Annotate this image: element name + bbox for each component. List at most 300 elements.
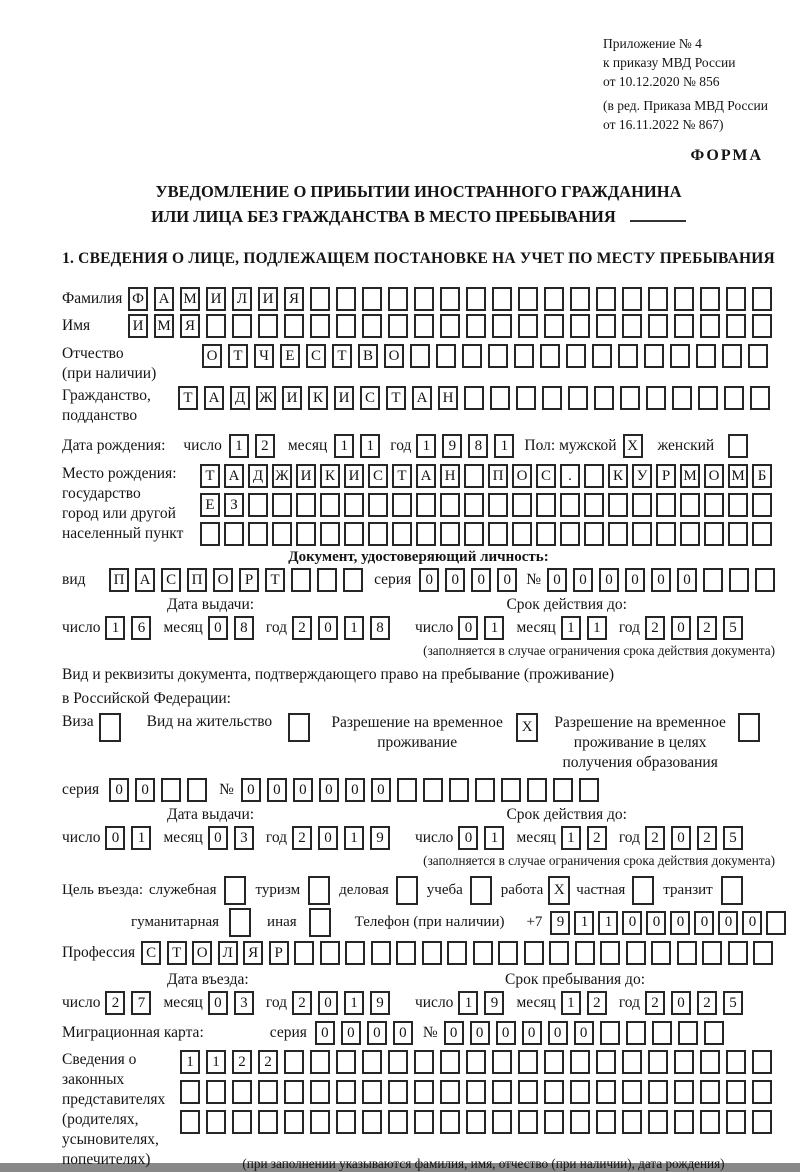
char-box[interactable]: 6 bbox=[131, 616, 151, 640]
char-box[interactable] bbox=[345, 941, 365, 965]
char-box[interactable] bbox=[388, 287, 408, 311]
char-box[interactable] bbox=[544, 1110, 564, 1134]
char-box[interactable] bbox=[362, 1050, 382, 1074]
char-box[interactable]: Р bbox=[656, 464, 676, 488]
char-box[interactable]: 1 bbox=[206, 1050, 226, 1074]
char-box[interactable]: В bbox=[358, 344, 378, 368]
char-box[interactable]: 0 bbox=[471, 568, 491, 592]
char-box[interactable] bbox=[344, 493, 364, 517]
char-box[interactable] bbox=[224, 876, 246, 905]
char-box[interactable] bbox=[646, 386, 666, 410]
char-box[interactable] bbox=[462, 344, 482, 368]
char-box[interactable] bbox=[704, 522, 724, 546]
char-box[interactable] bbox=[618, 344, 638, 368]
char-box[interactable]: Л bbox=[232, 287, 252, 311]
char-box[interactable]: 0 bbox=[470, 1021, 490, 1045]
char-box[interactable] bbox=[388, 1110, 408, 1134]
char-box[interactable] bbox=[294, 941, 314, 965]
char-box[interactable]: С bbox=[306, 344, 326, 368]
char-box[interactable]: С bbox=[536, 464, 556, 488]
char-box[interactable] bbox=[594, 386, 614, 410]
char-box[interactable] bbox=[296, 493, 316, 517]
char-box[interactable] bbox=[726, 1110, 746, 1134]
char-box[interactable]: А bbox=[224, 464, 244, 488]
char-box[interactable]: 0 bbox=[671, 991, 691, 1015]
char-box[interactable]: X bbox=[548, 876, 570, 905]
char-box[interactable] bbox=[388, 1080, 408, 1104]
char-box[interactable]: 0 bbox=[393, 1021, 413, 1045]
char-box[interactable]: О bbox=[192, 941, 212, 965]
char-box[interactable]: 2 bbox=[232, 1050, 252, 1074]
char-box[interactable]: 5 bbox=[723, 616, 743, 640]
char-box[interactable] bbox=[592, 344, 612, 368]
char-box[interactable] bbox=[652, 1021, 672, 1045]
char-box[interactable]: 1 bbox=[458, 991, 478, 1015]
char-box[interactable] bbox=[449, 778, 469, 802]
char-box[interactable]: 0 bbox=[497, 568, 517, 592]
char-box[interactable] bbox=[396, 876, 418, 905]
char-box[interactable] bbox=[512, 493, 532, 517]
char-box[interactable] bbox=[632, 522, 652, 546]
char-box[interactable]: Е bbox=[280, 344, 300, 368]
char-box[interactable]: О bbox=[384, 344, 404, 368]
char-box[interactable] bbox=[310, 1110, 330, 1134]
char-box[interactable] bbox=[674, 1110, 694, 1134]
char-box[interactable]: 0 bbox=[105, 826, 125, 850]
char-box[interactable]: 3 bbox=[234, 826, 254, 850]
char-box[interactable]: 9 bbox=[484, 991, 504, 1015]
char-box[interactable]: 0 bbox=[671, 616, 691, 640]
char-box[interactable] bbox=[343, 568, 363, 592]
char-box[interactable]: 8 bbox=[370, 616, 390, 640]
char-box[interactable] bbox=[674, 1050, 694, 1074]
char-box[interactable]: 5 bbox=[723, 991, 743, 1015]
char-box[interactable]: К bbox=[320, 464, 340, 488]
char-box[interactable] bbox=[620, 386, 640, 410]
char-box[interactable] bbox=[544, 1080, 564, 1104]
char-box[interactable] bbox=[704, 493, 724, 517]
char-box[interactable] bbox=[232, 1080, 252, 1104]
char-box[interactable] bbox=[514, 344, 534, 368]
char-box[interactable] bbox=[336, 1050, 356, 1074]
char-box[interactable] bbox=[726, 287, 746, 311]
char-box[interactable]: 1 bbox=[587, 616, 607, 640]
char-box[interactable] bbox=[728, 493, 748, 517]
char-box[interactable] bbox=[726, 314, 746, 338]
char-box[interactable]: А bbox=[412, 386, 432, 410]
char-box[interactable]: 1 bbox=[574, 911, 594, 935]
char-box[interactable] bbox=[440, 522, 460, 546]
char-box[interactable] bbox=[422, 941, 442, 965]
char-box[interactable] bbox=[575, 941, 595, 965]
char-box[interactable]: 0 bbox=[208, 616, 228, 640]
char-box[interactable] bbox=[608, 522, 628, 546]
char-box[interactable] bbox=[466, 287, 486, 311]
char-box[interactable] bbox=[748, 344, 768, 368]
char-box[interactable] bbox=[248, 522, 268, 546]
char-box[interactable] bbox=[284, 1050, 304, 1074]
char-box[interactable] bbox=[492, 1050, 512, 1074]
char-box[interactable] bbox=[560, 493, 580, 517]
char-box[interactable] bbox=[362, 1080, 382, 1104]
char-box[interactable] bbox=[310, 287, 330, 311]
char-box[interactable]: 0 bbox=[573, 568, 593, 592]
char-box[interactable] bbox=[414, 314, 434, 338]
char-box[interactable]: 0 bbox=[135, 778, 155, 802]
char-box[interactable] bbox=[700, 1050, 720, 1074]
char-box[interactable] bbox=[728, 941, 748, 965]
char-box[interactable]: Т bbox=[392, 464, 412, 488]
char-box[interactable] bbox=[656, 522, 676, 546]
char-box[interactable] bbox=[309, 908, 331, 937]
char-box[interactable]: Т bbox=[265, 568, 285, 592]
char-box[interactable]: 0 bbox=[677, 568, 697, 592]
char-box[interactable] bbox=[320, 522, 340, 546]
char-box[interactable] bbox=[622, 314, 642, 338]
char-box[interactable]: 5 bbox=[723, 826, 743, 850]
char-box[interactable]: О bbox=[704, 464, 724, 488]
char-box[interactable] bbox=[766, 911, 786, 935]
char-box[interactable]: Т bbox=[178, 386, 198, 410]
char-box[interactable]: 0 bbox=[341, 1021, 361, 1045]
char-box[interactable] bbox=[492, 1110, 512, 1134]
char-box[interactable] bbox=[584, 464, 604, 488]
char-box[interactable]: 0 bbox=[318, 826, 338, 850]
char-box[interactable] bbox=[423, 778, 443, 802]
char-box[interactable] bbox=[596, 1050, 616, 1074]
char-box[interactable] bbox=[320, 493, 340, 517]
char-box[interactable] bbox=[750, 386, 770, 410]
char-box[interactable] bbox=[518, 314, 538, 338]
char-box[interactable] bbox=[570, 1080, 590, 1104]
char-box[interactable] bbox=[544, 314, 564, 338]
char-box[interactable] bbox=[258, 1080, 278, 1104]
char-box[interactable] bbox=[466, 1080, 486, 1104]
char-box[interactable]: 1 bbox=[598, 911, 618, 935]
char-box[interactable] bbox=[700, 1110, 720, 1134]
char-box[interactable] bbox=[336, 314, 356, 338]
char-box[interactable]: Т bbox=[228, 344, 248, 368]
char-box[interactable]: 0 bbox=[208, 826, 228, 850]
char-box[interactable] bbox=[206, 314, 226, 338]
char-box[interactable] bbox=[466, 1050, 486, 1074]
char-box[interactable]: 0 bbox=[547, 568, 567, 592]
char-box[interactable] bbox=[518, 1050, 538, 1074]
char-box[interactable]: Ж bbox=[256, 386, 276, 410]
char-box[interactable] bbox=[447, 941, 467, 965]
char-box[interactable] bbox=[416, 493, 436, 517]
char-box[interactable] bbox=[703, 568, 723, 592]
char-box[interactable] bbox=[608, 493, 628, 517]
char-box[interactable] bbox=[674, 1080, 694, 1104]
char-box[interactable] bbox=[651, 941, 671, 965]
char-box[interactable] bbox=[272, 493, 292, 517]
char-box[interactable]: 0 bbox=[599, 568, 619, 592]
char-box[interactable]: 9 bbox=[370, 991, 390, 1015]
char-box[interactable]: 0 bbox=[458, 826, 478, 850]
char-box[interactable]: 0 bbox=[651, 568, 671, 592]
char-box[interactable]: Р bbox=[269, 941, 289, 965]
char-box[interactable]: 7 bbox=[131, 991, 151, 1015]
char-box[interactable]: 1 bbox=[344, 616, 364, 640]
char-box[interactable]: 1 bbox=[494, 434, 514, 458]
char-box[interactable]: 0 bbox=[241, 778, 261, 802]
char-box[interactable] bbox=[392, 493, 412, 517]
char-box[interactable]: И bbox=[258, 287, 278, 311]
char-box[interactable]: И bbox=[128, 314, 148, 338]
char-box[interactable] bbox=[752, 287, 772, 311]
char-box[interactable] bbox=[648, 1050, 668, 1074]
char-box[interactable] bbox=[560, 522, 580, 546]
char-box[interactable] bbox=[206, 1110, 226, 1134]
char-box[interactable] bbox=[440, 287, 460, 311]
char-box[interactable]: О bbox=[213, 568, 233, 592]
char-box[interactable] bbox=[362, 314, 382, 338]
char-box[interactable]: 2 bbox=[292, 616, 312, 640]
char-box[interactable]: Я bbox=[284, 287, 304, 311]
char-box[interactable] bbox=[492, 1080, 512, 1104]
char-box[interactable]: 0 bbox=[319, 778, 339, 802]
char-box[interactable] bbox=[670, 344, 690, 368]
char-box[interactable]: Т bbox=[332, 344, 352, 368]
char-box[interactable] bbox=[284, 1080, 304, 1104]
char-box[interactable] bbox=[738, 713, 760, 742]
char-box[interactable] bbox=[518, 287, 538, 311]
char-box[interactable]: 3 bbox=[234, 991, 254, 1015]
char-box[interactable] bbox=[674, 314, 694, 338]
char-box[interactable] bbox=[584, 522, 604, 546]
char-box[interactable]: И bbox=[282, 386, 302, 410]
char-box[interactable]: 1 bbox=[334, 434, 354, 458]
char-box[interactable] bbox=[726, 1050, 746, 1074]
char-box[interactable]: О bbox=[512, 464, 532, 488]
char-box[interactable]: А bbox=[204, 386, 224, 410]
char-box[interactable]: 2 bbox=[292, 826, 312, 850]
char-box[interactable]: 2 bbox=[587, 991, 607, 1015]
char-box[interactable] bbox=[99, 713, 121, 742]
char-box[interactable]: А bbox=[416, 464, 436, 488]
char-box[interactable] bbox=[729, 568, 749, 592]
char-box[interactable]: 0 bbox=[208, 991, 228, 1015]
char-box[interactable] bbox=[440, 1080, 460, 1104]
char-box[interactable] bbox=[344, 522, 364, 546]
char-box[interactable]: Е bbox=[200, 493, 220, 517]
char-box[interactable] bbox=[362, 1110, 382, 1134]
char-box[interactable]: О bbox=[202, 344, 222, 368]
char-box[interactable] bbox=[674, 287, 694, 311]
char-box[interactable] bbox=[672, 386, 692, 410]
char-box[interactable] bbox=[752, 493, 772, 517]
char-box[interactable]: X bbox=[516, 713, 538, 742]
char-box[interactable] bbox=[536, 493, 556, 517]
char-box[interactable] bbox=[232, 314, 252, 338]
char-box[interactable] bbox=[698, 386, 718, 410]
char-box[interactable] bbox=[728, 434, 748, 458]
char-box[interactable] bbox=[180, 1110, 200, 1134]
char-box[interactable] bbox=[724, 386, 744, 410]
char-box[interactable] bbox=[308, 876, 330, 905]
char-box[interactable]: 1 bbox=[360, 434, 380, 458]
char-box[interactable] bbox=[540, 344, 560, 368]
char-box[interactable]: Л bbox=[218, 941, 238, 965]
char-box[interactable] bbox=[596, 314, 616, 338]
char-box[interactable] bbox=[568, 386, 588, 410]
char-box[interactable]: 0 bbox=[742, 911, 762, 935]
char-box[interactable]: Ф bbox=[128, 287, 148, 311]
char-box[interactable] bbox=[518, 1110, 538, 1134]
char-box[interactable] bbox=[700, 314, 720, 338]
char-box[interactable] bbox=[721, 876, 743, 905]
char-box[interactable]: 0 bbox=[109, 778, 129, 802]
char-box[interactable]: 0 bbox=[419, 568, 439, 592]
char-box[interactable]: Д bbox=[230, 386, 250, 410]
char-box[interactable] bbox=[410, 344, 430, 368]
char-box[interactable] bbox=[648, 1080, 668, 1104]
char-box[interactable]: 1 bbox=[344, 991, 364, 1015]
char-box[interactable]: 0 bbox=[345, 778, 365, 802]
char-box[interactable] bbox=[512, 522, 532, 546]
char-box[interactable]: 0 bbox=[318, 616, 338, 640]
char-box[interactable] bbox=[648, 314, 668, 338]
char-box[interactable] bbox=[596, 287, 616, 311]
char-box[interactable] bbox=[596, 1080, 616, 1104]
char-box[interactable] bbox=[490, 386, 510, 410]
char-box[interactable]: 9 bbox=[442, 434, 462, 458]
char-box[interactable] bbox=[524, 941, 544, 965]
char-box[interactable] bbox=[388, 314, 408, 338]
char-box[interactable] bbox=[284, 314, 304, 338]
char-box[interactable] bbox=[272, 522, 292, 546]
char-box[interactable]: Т bbox=[167, 941, 187, 965]
char-box[interactable]: 1 bbox=[561, 991, 581, 1015]
char-box[interactable]: X bbox=[623, 434, 643, 458]
char-box[interactable]: 1 bbox=[561, 616, 581, 640]
char-box[interactable]: 0 bbox=[445, 568, 465, 592]
char-box[interactable] bbox=[362, 287, 382, 311]
char-box[interactable]: 9 bbox=[550, 911, 570, 935]
char-box[interactable] bbox=[516, 386, 536, 410]
char-box[interactable]: М bbox=[154, 314, 174, 338]
char-box[interactable] bbox=[596, 1110, 616, 1134]
char-box[interactable]: 8 bbox=[468, 434, 488, 458]
char-box[interactable] bbox=[570, 1110, 590, 1134]
char-box[interactable] bbox=[288, 713, 310, 742]
char-box[interactable] bbox=[549, 941, 569, 965]
char-box[interactable] bbox=[566, 344, 586, 368]
char-box[interactable]: 0 bbox=[670, 911, 690, 935]
char-box[interactable]: 0 bbox=[622, 911, 642, 935]
char-box[interactable] bbox=[622, 287, 642, 311]
char-box[interactable]: 0 bbox=[315, 1021, 335, 1045]
char-box[interactable] bbox=[700, 287, 720, 311]
char-box[interactable] bbox=[518, 1080, 538, 1104]
char-box[interactable] bbox=[258, 1110, 278, 1134]
char-box[interactable] bbox=[702, 941, 722, 965]
char-box[interactable]: 0 bbox=[625, 568, 645, 592]
char-box[interactable]: Ч bbox=[254, 344, 274, 368]
char-box[interactable]: 2 bbox=[697, 991, 717, 1015]
char-box[interactable]: 0 bbox=[694, 911, 714, 935]
char-box[interactable]: Н bbox=[438, 386, 458, 410]
char-box[interactable]: И bbox=[206, 287, 226, 311]
char-box[interactable] bbox=[501, 778, 521, 802]
char-box[interactable] bbox=[722, 344, 742, 368]
char-box[interactable] bbox=[206, 1080, 226, 1104]
char-box[interactable]: К bbox=[308, 386, 328, 410]
char-box[interactable]: 1 bbox=[105, 616, 125, 640]
char-box[interactable] bbox=[498, 941, 518, 965]
char-box[interactable] bbox=[492, 314, 512, 338]
char-box[interactable] bbox=[466, 314, 486, 338]
char-box[interactable] bbox=[436, 344, 456, 368]
char-box[interactable] bbox=[320, 941, 340, 965]
char-box[interactable] bbox=[388, 1050, 408, 1074]
char-box[interactable] bbox=[284, 1110, 304, 1134]
char-box[interactable] bbox=[317, 568, 337, 592]
char-box[interactable] bbox=[310, 314, 330, 338]
char-box[interactable]: П bbox=[109, 568, 129, 592]
char-box[interactable]: У bbox=[632, 464, 652, 488]
char-box[interactable]: 2 bbox=[258, 1050, 278, 1074]
char-box[interactable] bbox=[600, 941, 620, 965]
char-box[interactable] bbox=[464, 464, 484, 488]
char-box[interactable]: 0 bbox=[718, 911, 738, 935]
char-box[interactable] bbox=[224, 522, 244, 546]
char-box[interactable] bbox=[704, 1021, 724, 1045]
char-box[interactable] bbox=[755, 568, 775, 592]
char-box[interactable]: П bbox=[488, 464, 508, 488]
char-box[interactable] bbox=[414, 1110, 434, 1134]
char-box[interactable] bbox=[570, 287, 590, 311]
char-box[interactable]: 1 bbox=[344, 826, 364, 850]
char-box[interactable] bbox=[570, 1050, 590, 1074]
char-box[interactable] bbox=[677, 941, 697, 965]
char-box[interactable] bbox=[492, 287, 512, 311]
char-box[interactable] bbox=[626, 941, 646, 965]
char-box[interactable]: Д bbox=[248, 464, 268, 488]
char-box[interactable]: 2 bbox=[645, 826, 665, 850]
char-box[interactable] bbox=[752, 522, 772, 546]
char-box[interactable] bbox=[632, 493, 652, 517]
char-box[interactable]: А bbox=[135, 568, 155, 592]
char-box[interactable] bbox=[200, 522, 220, 546]
char-box[interactable]: Т bbox=[386, 386, 406, 410]
char-box[interactable] bbox=[248, 493, 268, 517]
char-box[interactable] bbox=[680, 493, 700, 517]
char-box[interactable] bbox=[464, 493, 484, 517]
char-box[interactable] bbox=[626, 1021, 646, 1045]
char-box[interactable] bbox=[473, 941, 493, 965]
char-box[interactable]: 2 bbox=[697, 616, 717, 640]
char-box[interactable] bbox=[752, 1110, 772, 1134]
char-box[interactable]: С bbox=[368, 464, 388, 488]
char-box[interactable]: 0 bbox=[574, 1021, 594, 1045]
char-box[interactable]: 1 bbox=[131, 826, 151, 850]
char-box[interactable] bbox=[180, 1080, 200, 1104]
char-box[interactable] bbox=[644, 344, 664, 368]
char-box[interactable]: 0 bbox=[267, 778, 287, 802]
char-box[interactable] bbox=[336, 1110, 356, 1134]
char-box[interactable] bbox=[753, 941, 773, 965]
char-box[interactable] bbox=[488, 522, 508, 546]
char-box[interactable] bbox=[622, 1050, 642, 1074]
char-box[interactable]: С bbox=[161, 568, 181, 592]
char-box[interactable]: И bbox=[296, 464, 316, 488]
char-box[interactable]: М bbox=[180, 287, 200, 311]
char-box[interactable]: 0 bbox=[444, 1021, 464, 1045]
char-box[interactable]: 0 bbox=[496, 1021, 516, 1045]
char-box[interactable]: Ж bbox=[272, 464, 292, 488]
